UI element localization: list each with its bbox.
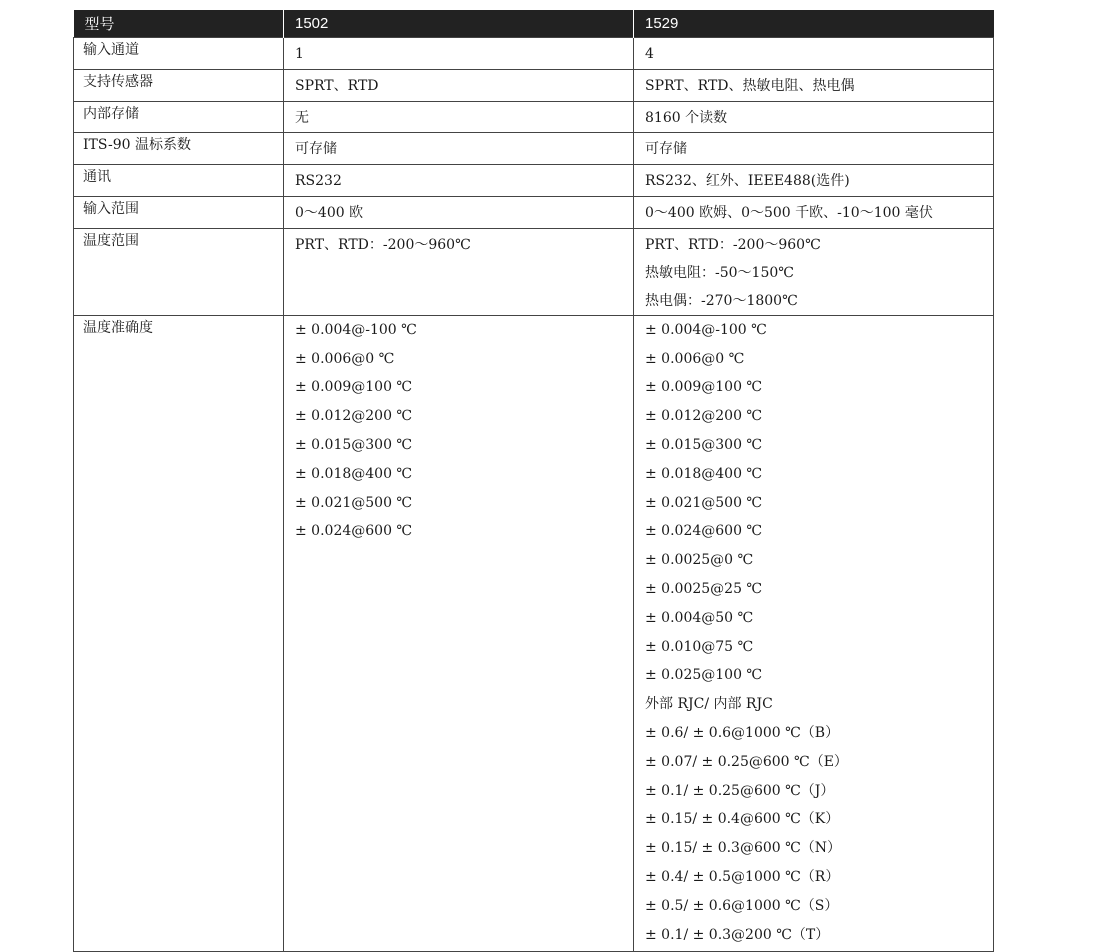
row-label: ITS-90 温标系数 [74, 133, 284, 165]
header-model-1502: 1502 [284, 10, 634, 38]
cell-line: RS232、红外、IEEE488(选件) [645, 173, 850, 190]
table-row [74, 196, 994, 228]
cell-1502 [284, 101, 634, 133]
cell-line: ± 0.015@300 ℃ [645, 436, 763, 453]
cell-1529 [634, 315, 994, 952]
spec-table [73, 10, 994, 952]
table-row [74, 101, 994, 133]
cell-line: 外部 RJC/ 内部 RJC [645, 696, 773, 713]
cell-line: ± 0.4/ ± 0.5@1000 ℃（R） [645, 868, 840, 885]
table-row [74, 69, 994, 101]
row-label: 输入范围 [74, 196, 284, 228]
cell-line: ± 0.004@-100 ℃ [295, 321, 417, 338]
cell-line: ± 0.07/ ± 0.25@600 ℃（E） [645, 753, 848, 770]
cell-1529 [634, 196, 994, 228]
cell-1502 [284, 228, 634, 315]
cell-line: ± 0.5/ ± 0.6@1000 ℃（S） [645, 897, 839, 914]
cell-line: ± 0.024@600 ℃ [295, 523, 413, 540]
cell-line: 无 [295, 109, 309, 126]
cell-1529 [634, 38, 994, 70]
header-model-label: 型号 [74, 10, 284, 38]
cell-line: 可存储 [645, 141, 687, 158]
cell-line: ± 0.004@-100 ℃ [645, 321, 767, 338]
cell-1529 [634, 133, 994, 165]
cell-line: ± 0.1/ ± 0.3@200 ℃（T） [645, 926, 830, 943]
cell-1502 [284, 133, 634, 165]
header-model-1529: 1529 [634, 10, 994, 38]
cell-line: ± 0.012@200 ℃ [645, 408, 763, 425]
cell-1529 [634, 228, 994, 315]
cell-line: ± 0.024@600 ℃ [645, 523, 763, 540]
cell-line: 4 [645, 46, 654, 62]
row-label: 内部存储 [74, 101, 284, 133]
cell-line: ± 0.015@300 ℃ [295, 436, 413, 453]
cell-line: ± 0.6/ ± 0.6@1000 ℃（B） [645, 724, 840, 741]
cell-line: 0～400 欧姆、0～500 千欧、-10～100 毫伏 [645, 204, 933, 221]
cell-line: ± 0.1/ ± 0.25@600 ℃（J） [645, 782, 835, 799]
cell-line: 1 [295, 46, 304, 62]
cell-line: ± 0.009@100 ℃ [645, 379, 763, 396]
cell-1529 [634, 101, 994, 133]
cell-line: ± 0.010@75 ℃ [645, 638, 754, 655]
table-row [74, 228, 994, 315]
cell-1502 [284, 38, 634, 70]
header-row [74, 10, 994, 38]
cell-line: PRT、RTD：-200～960℃ [645, 236, 821, 253]
cell-1502 [284, 315, 634, 952]
cell-line: ± 0.006@0 ℃ [295, 350, 395, 367]
row-label: 支持传感器 [74, 69, 284, 101]
cell-line: ± 0.012@200 ℃ [295, 408, 413, 425]
cell-1502 [284, 196, 634, 228]
cell-line: 0～400 欧 [295, 204, 364, 221]
cell-line: ± 0.004@50 ℃ [645, 609, 754, 626]
cell-line: RS232 [295, 173, 342, 190]
cell-line: ± 0.021@500 ℃ [645, 494, 763, 511]
cell-line: ± 0.018@400 ℃ [295, 465, 413, 482]
cell-line: ± 0.15/ ± 0.4@600 ℃（K） [645, 811, 840, 828]
row-label: 输入通道 [74, 38, 284, 70]
table-row [74, 133, 994, 165]
table-row [74, 315, 994, 952]
cell-line: ± 0.018@400 ℃ [645, 465, 763, 482]
cell-1502 [284, 165, 634, 197]
cell-1529 [634, 165, 994, 197]
row-label: 温度准确度 [74, 315, 284, 952]
cell-line: 热电偶：-270～1800℃ [645, 292, 798, 309]
cell-line: 热敏电阻：-50～150℃ [645, 264, 794, 281]
cell-line: SPRT、RTD [295, 77, 379, 94]
row-label: 通讯 [74, 165, 284, 197]
spec-table-body [74, 38, 994, 952]
cell-line: ± 0.0025@25 ℃ [645, 580, 763, 597]
cell-line: 可存储 [295, 141, 337, 158]
table-row [74, 38, 994, 70]
cell-1502 [284, 69, 634, 101]
cell-line: PRT、RTD：-200～960℃ [295, 236, 471, 253]
cell-line: ± 0.0025@0 ℃ [645, 552, 754, 569]
cell-line: ± 0.006@0 ℃ [645, 350, 745, 367]
cell-1529 [634, 69, 994, 101]
cell-line: ± 0.15/ ± 0.3@600 ℃（N） [645, 840, 842, 857]
row-label: 温度范围 [74, 228, 284, 315]
cell-line: ± 0.021@500 ℃ [295, 494, 413, 511]
cell-line: ± 0.009@100 ℃ [295, 379, 413, 396]
cell-line: SPRT、RTD、热敏电阻、热电偶 [645, 77, 855, 94]
cell-line: 8160 个读数 [645, 109, 728, 126]
cell-line: ± 0.025@100 ℃ [645, 667, 763, 684]
table-row [74, 165, 994, 197]
